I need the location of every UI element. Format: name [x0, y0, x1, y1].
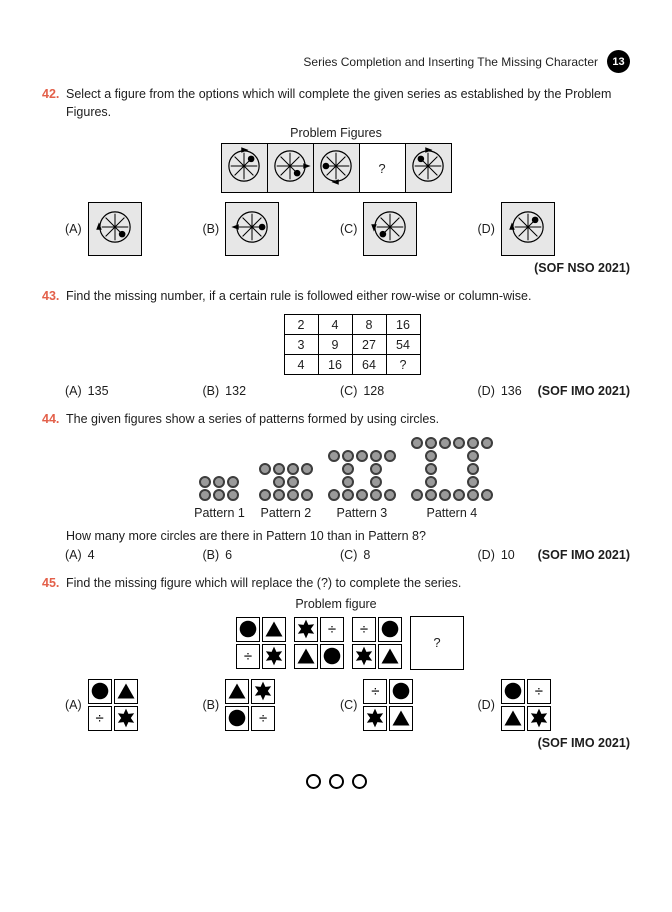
option-label: (A) [65, 384, 82, 399]
pattern-circle [453, 489, 465, 501]
shape-cell [294, 644, 318, 669]
option-label: (B) [202, 547, 220, 562]
six-point-star-icon [253, 681, 273, 701]
pattern-label: Pattern 1 [194, 505, 245, 520]
option-d [478, 679, 616, 731]
pattern-dots [327, 450, 397, 502]
divide-sign: ÷ [327, 620, 337, 638]
option-label: (A) [65, 222, 82, 237]
question-text: Find the missing number, if a certain rule is followed either row-wise or column-wise. [66, 289, 532, 304]
option-value: 135 [87, 384, 109, 399]
table-cell: 16 [386, 315, 420, 335]
pattern-circle [481, 437, 493, 449]
pattern-circle [425, 450, 437, 462]
shape-cell [389, 706, 413, 731]
option-label: (D) [477, 547, 495, 562]
question-43 [42, 287, 630, 305]
shape-cell [251, 679, 275, 704]
page-header [42, 50, 630, 73]
shape-cell [527, 706, 551, 731]
divide-sign: ÷ [534, 682, 543, 700]
option-b [203, 384, 341, 398]
option-value: 8 [363, 547, 371, 562]
pattern-circle [425, 476, 437, 488]
shape-cell [262, 644, 286, 669]
shape-cell [320, 644, 344, 669]
option-figure [501, 202, 555, 256]
pattern-circle [227, 476, 239, 488]
pattern-circle [273, 463, 285, 475]
table-cell: 9 [318, 335, 352, 355]
six-point-star-icon [116, 708, 136, 728]
shape-grid [236, 617, 286, 669]
pattern-circle [384, 450, 396, 462]
shape-grid [501, 679, 551, 731]
option-value: 136 [500, 384, 522, 399]
problem-figure-cell [313, 143, 360, 193]
pattern-2 [258, 463, 314, 520]
shape-cell [294, 617, 318, 642]
option-b [203, 202, 341, 256]
option-label: (D) [477, 697, 495, 712]
wheel-figure-icon [506, 205, 550, 254]
six-point-star-icon [354, 646, 374, 666]
filled-triangle-icon [391, 708, 411, 728]
question-number: 44. [42, 412, 60, 427]
option-c [340, 548, 478, 562]
shape-grid [225, 679, 275, 731]
pattern-circle [370, 489, 382, 501]
table-row [284, 315, 420, 335]
pattern-circle [425, 463, 437, 475]
pattern-circle [370, 450, 382, 462]
option-value: 4 [87, 547, 95, 562]
option-value: 132 [225, 384, 247, 399]
table-cell: 8 [352, 315, 386, 335]
pattern-circle [342, 476, 354, 488]
option-label: (B) [202, 222, 220, 237]
shape-cell [225, 679, 249, 704]
shape-cell [389, 679, 413, 704]
wheel-figure-icon [93, 205, 137, 254]
pattern-circle [227, 489, 239, 501]
option-label: (C) [340, 697, 358, 712]
question-number: 42. [42, 87, 60, 101]
pattern-circle [342, 463, 354, 475]
pattern-circle [370, 463, 382, 475]
problem-figure-cell [221, 143, 268, 193]
shape-cell [262, 617, 286, 642]
table-cell: ? [386, 355, 420, 375]
pattern-circle [439, 437, 451, 449]
pattern-3 [327, 450, 397, 520]
filled-circle-icon [391, 681, 411, 701]
pattern-circle [467, 450, 479, 462]
option-b [203, 679, 341, 731]
divide-sign: ÷ [95, 709, 104, 727]
question-mark: ? [433, 635, 441, 651]
divide-sign: ÷ [259, 709, 268, 727]
pattern-circle [328, 450, 340, 462]
option-a [65, 202, 203, 256]
shape-cell [88, 706, 112, 731]
option-a [65, 679, 203, 731]
option-label: (D) [477, 384, 495, 399]
wheel-figure-icon [268, 144, 312, 193]
option-value: 10 [500, 547, 515, 562]
missing-figure-box [410, 616, 464, 670]
wheel-figure-icon [406, 144, 450, 193]
shape-cell [378, 617, 402, 642]
wheel-figure-icon [230, 205, 274, 254]
option-figure [363, 202, 417, 256]
q45-options-row [42, 679, 630, 731]
option-a [65, 548, 203, 562]
question-45 [42, 574, 630, 592]
table-row [284, 355, 420, 375]
six-point-star-icon [264, 646, 284, 666]
pattern-circle [328, 489, 340, 501]
pattern-circle [287, 476, 299, 488]
pattern-dots [198, 476, 240, 502]
shape-grid [88, 679, 138, 731]
shape-cell [225, 706, 249, 731]
shape-grid [363, 679, 413, 731]
circle-icon [306, 774, 321, 789]
problem-figure-cell [405, 143, 452, 193]
pattern-circle [213, 476, 225, 488]
question-text: The given figures show a series of patterns formed by using circles. [66, 412, 440, 427]
end-ornament-circles [42, 774, 630, 789]
pattern-circle [439, 489, 451, 501]
question-number: 45. [42, 575, 60, 590]
shape-cell [236, 644, 260, 669]
table-cell: 4 [284, 355, 318, 375]
question-42 [42, 85, 630, 121]
table-row [284, 335, 420, 355]
pattern-circle [425, 437, 437, 449]
pattern-circle [199, 476, 211, 488]
table-cell: 54 [386, 335, 420, 355]
wheel-figure-icon [368, 205, 412, 254]
q44-options-row [42, 548, 630, 562]
pattern-circle [481, 489, 493, 501]
wheel-figure-icon [314, 144, 358, 193]
table-cell: 3 [284, 335, 318, 355]
filled-circle-icon [90, 681, 110, 701]
filled-circle-icon [322, 646, 342, 666]
pattern-circle [287, 489, 299, 501]
shape-grid [352, 617, 402, 669]
option-d [478, 202, 616, 256]
question-text: Select a figure from the options which will complete the given series as established by the Problem Figures. [66, 87, 612, 120]
table-cell: 27 [352, 335, 386, 355]
pattern-label: Pattern 4 [426, 505, 478, 520]
table-cell: 16 [318, 355, 352, 375]
option-b [203, 548, 341, 562]
table-cell: 4 [318, 315, 352, 335]
six-point-star-icon [529, 708, 549, 728]
option-label: (A) [65, 547, 82, 562]
six-point-star-icon [365, 708, 385, 728]
option-c [340, 679, 478, 731]
circle-icon [352, 774, 367, 789]
pattern-circle [467, 476, 479, 488]
pattern-circle [273, 489, 285, 501]
shape-cell [352, 617, 376, 642]
pattern-circle [467, 437, 479, 449]
shape-cell [352, 644, 376, 669]
divide-sign: ÷ [371, 682, 380, 700]
pattern-circle [301, 463, 313, 475]
pattern-dots [258, 463, 314, 502]
shape-grid [294, 617, 344, 669]
pattern-circle [356, 450, 368, 462]
filled-circle-icon [227, 708, 247, 728]
q44-subquestion: How many more circles are there in Pattern 10 than in Pattern 8? [66, 528, 426, 543]
source-tag: (SOF IMO 2021) [537, 384, 630, 399]
pattern-circle [411, 489, 423, 501]
shape-cell [114, 706, 138, 731]
option-label: (B) [202, 697, 220, 712]
shape-cell [527, 679, 551, 704]
table-cell: 64 [352, 355, 386, 375]
q43-options-row [42, 384, 630, 398]
chapter-title: Series Completion and Inserting The Missing Character [303, 54, 598, 69]
source-tag: (SOF IMO 2021) [537, 735, 630, 750]
circle-patterns [50, 437, 638, 520]
pattern-circle [199, 489, 211, 501]
pattern-circle [411, 437, 423, 449]
pattern-circle [287, 463, 299, 475]
option-c [340, 384, 478, 398]
pattern-circle [370, 476, 382, 488]
circle-icon [329, 774, 344, 789]
pattern-label: Pattern 2 [260, 505, 312, 520]
question-text: Find the missing figure which will replace the (?) to complete the series. [66, 575, 462, 590]
pattern-circle [301, 489, 313, 501]
shape-cell [501, 679, 525, 704]
q45-problem-figures [56, 616, 644, 670]
source-tag: (SOF NSO 2021) [534, 261, 630, 276]
shape-cell [378, 644, 402, 669]
filled-circle-icon [503, 681, 523, 701]
pattern-label: Pattern 3 [336, 505, 388, 520]
table-cell: 2 [284, 315, 318, 335]
pattern-circle [259, 489, 271, 501]
option-a [65, 384, 203, 398]
option-value: 128 [363, 384, 385, 399]
filled-triangle-icon [116, 681, 136, 701]
question-number: 43. [42, 289, 60, 304]
pattern-dots [410, 437, 494, 502]
pattern-circle [213, 489, 225, 501]
pattern-circle [259, 463, 271, 475]
pattern-circle [425, 489, 437, 501]
problem-figure-missing-cell [359, 143, 406, 193]
option-label: (D) [477, 222, 495, 237]
pattern-4 [410, 437, 494, 520]
question-44 [42, 410, 630, 428]
shape-cell [251, 706, 275, 731]
option-value: 6 [225, 547, 233, 562]
shape-cell [501, 706, 525, 731]
pattern-circle [356, 489, 368, 501]
pattern-circle [273, 476, 285, 488]
shape-cell [236, 617, 260, 642]
shape-cell [320, 617, 344, 642]
pattern-circle [453, 437, 465, 449]
option-label: (A) [65, 697, 82, 712]
option-label: (C) [340, 384, 358, 399]
filled-triangle-icon [380, 646, 400, 666]
filled-triangle-icon [296, 646, 316, 666]
option-c [340, 202, 478, 256]
filled-circle-icon [238, 619, 258, 639]
divide-sign: ÷ [243, 647, 253, 665]
option-label: (B) [202, 384, 220, 399]
option-label: (C) [340, 547, 358, 562]
pattern-circle [467, 489, 479, 501]
shape-cell [363, 679, 387, 704]
figure-title: Problem figure [295, 596, 377, 611]
six-point-star-icon [296, 619, 316, 639]
pattern-circle [384, 489, 396, 501]
shape-cell [363, 706, 387, 731]
shape-cell [88, 679, 112, 704]
wheel-figure-icon [222, 144, 266, 193]
filled-triangle-icon [264, 619, 284, 639]
option-figure [225, 202, 279, 256]
shape-cell [114, 679, 138, 704]
number-grid [284, 314, 421, 375]
option-label: (C) [340, 222, 358, 237]
filled-triangle-icon [503, 708, 523, 728]
divide-sign: ÷ [359, 620, 369, 638]
pattern-1 [194, 476, 245, 520]
filled-circle-icon [380, 619, 400, 639]
problem-figures-strip [42, 143, 630, 193]
problem-figure-cell [267, 143, 314, 193]
question-mark: ? [378, 160, 386, 176]
pattern-circle [467, 463, 479, 475]
pattern-circle [342, 450, 354, 462]
filled-triangle-icon [227, 681, 247, 701]
option-figure [88, 202, 142, 256]
figure-title: Problem Figures [290, 126, 382, 141]
source-tag: (SOF IMO 2021) [537, 547, 630, 562]
pattern-circle [342, 489, 354, 501]
page-number-badge: 13 [607, 50, 630, 73]
q42-options-row [42, 202, 630, 256]
